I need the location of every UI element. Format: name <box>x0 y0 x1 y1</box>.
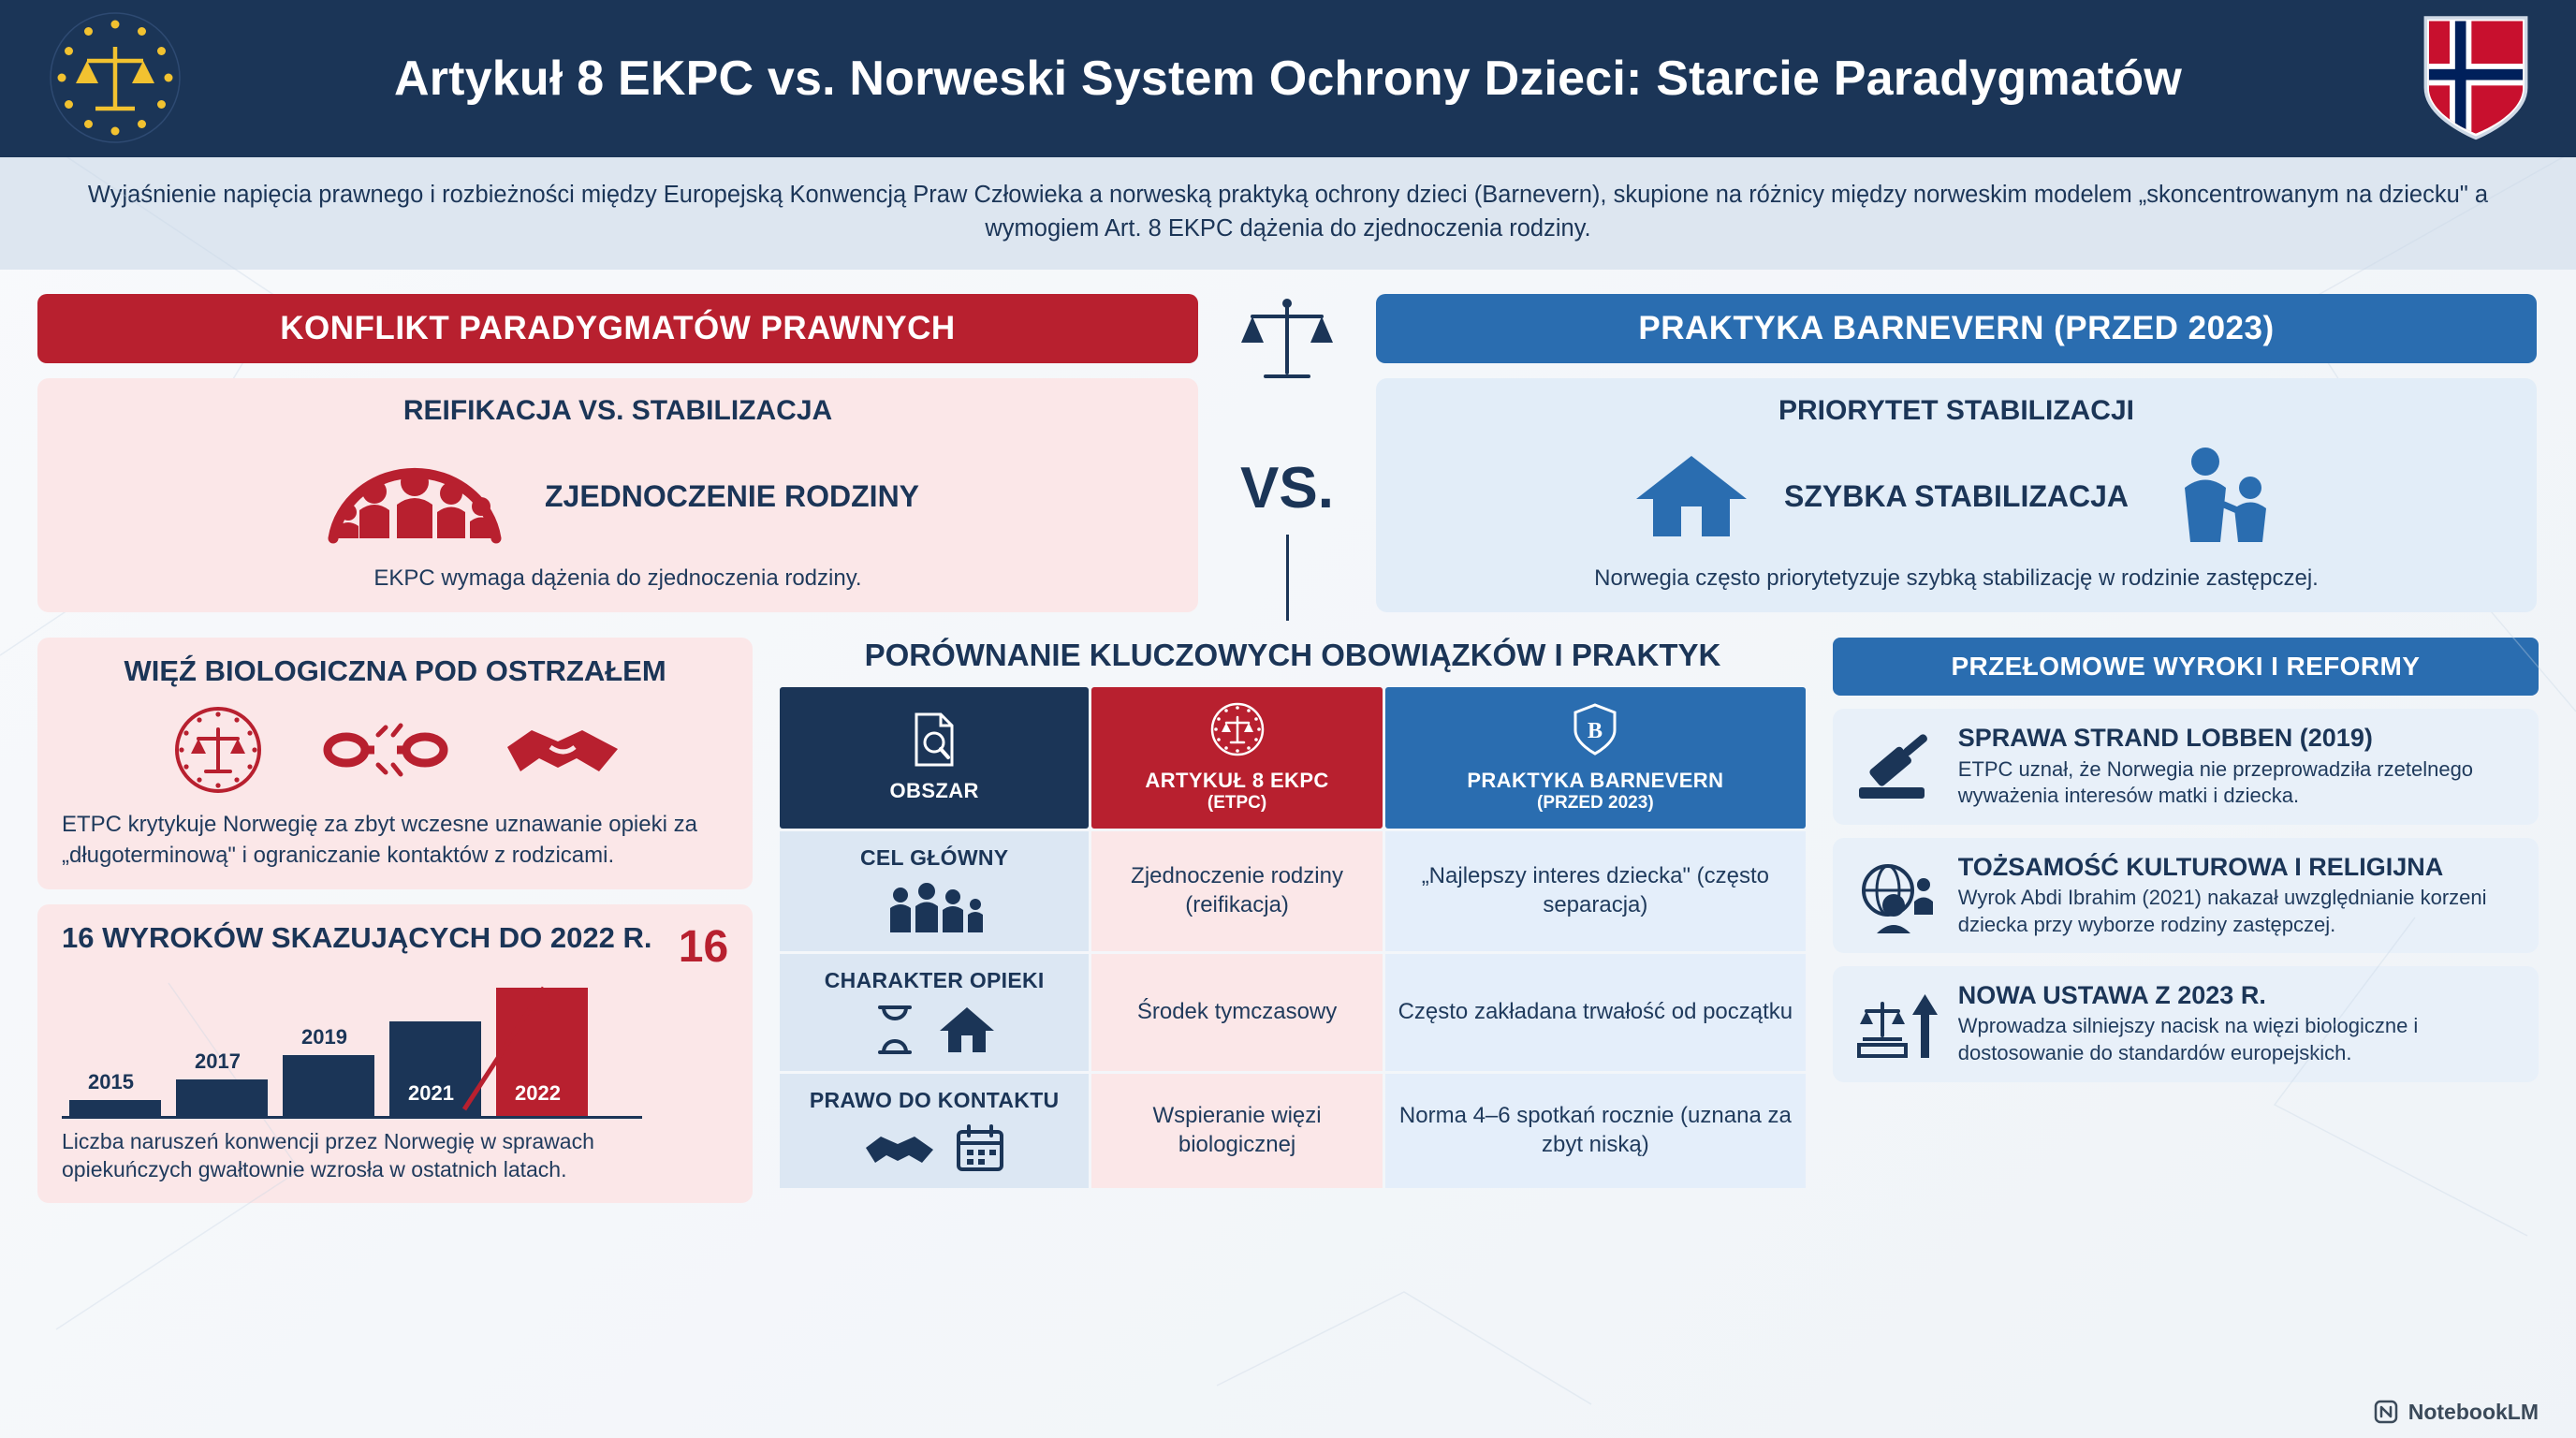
top-comparison-section <box>0 270 2576 621</box>
right-panel-title: PRIORYTET STABILIZACJI <box>1778 395 2134 427</box>
row-area-care-label: CHARAKTER OPIEKI <box>824 967 1045 992</box>
row-echr-care: Środek tymczasowy <box>1091 954 1383 1071</box>
ruling-title-new-law: NOWA USTAWA Z 2023 R. <box>1957 981 2266 1010</box>
handshake-icon <box>502 710 623 790</box>
bar-2019 <box>283 1055 374 1119</box>
footer-brand-label: NotebookLM <box>2408 1399 2539 1424</box>
right-banner: PRAKTYKA BARNEVERN (PRZED 2023) <box>1376 294 2537 363</box>
hourglass-icon <box>871 1002 919 1058</box>
bar-label-2015: 2015 <box>88 1070 134 1094</box>
gavel-icon <box>1853 729 1939 808</box>
left-panel-note: EKPC wymaga dążenia do zjednoczenia rodziny. <box>373 565 862 592</box>
trend-arrow-icon <box>455 978 642 1119</box>
footer-brand <box>2373 1399 2539 1425</box>
bar-label-2017: 2017 <box>195 1049 241 1074</box>
biological-bond-title: WIĘŹ BIOLOGICZNA POD OSTRZAŁEM <box>124 654 666 688</box>
left-column <box>37 638 753 1203</box>
table-header-barnevern-label: PRAKTYKA BARNEVERN <box>1467 769 1724 793</box>
row-barnevern-goal: „Najlepszy interes dziecka" (często separacja) <box>1385 831 1806 950</box>
table-row <box>780 1074 1806 1187</box>
table-row <box>780 954 1806 1071</box>
row-barnevern-contact: Norma 4–6 spotkań rocznie (uznana za zbyt niską) <box>1385 1074 1806 1187</box>
law-book-arrow-icon-wrap <box>1852 981 1941 1065</box>
ruling-title-cultural-identity: TOŻSAMOŚĆ KULTUROWA I RELIGIJNA <box>1957 852 2444 881</box>
notebooklm-icon <box>2373 1399 2399 1425</box>
row-echr-contact: Wspieranie więzi biologicznej <box>1091 1074 1383 1187</box>
row-echr-goal: Zjednoczenie rodziny (reifikacja) <box>1091 831 1383 950</box>
table-header-echr-label: ARTYKUŁ 8 EKPC <box>1145 769 1329 793</box>
parent-and-child-icon <box>2160 443 2282 550</box>
left-panel-headline: ZJEDNOCZENIE RODZINY <box>544 479 920 514</box>
left-panel <box>37 378 1198 612</box>
table-header-echr <box>1091 687 1383 829</box>
house-icon <box>1631 445 1752 548</box>
ruling-card-new-law <box>1833 966 2539 1081</box>
table-header-area-label: OBSZAR <box>889 779 979 803</box>
comparison-table-section <box>777 638 1808 1203</box>
bar-2017 <box>176 1079 268 1119</box>
table-header-echr-sub: (ETPC) <box>1207 793 1267 814</box>
svg-text:B: B <box>1588 719 1603 744</box>
vs-vertical-line <box>1286 535 1289 621</box>
globe-people-icon-wrap <box>1852 853 1941 937</box>
main-columns <box>0 621 2576 1203</box>
barnevern-badge-icon <box>1566 700 1624 758</box>
page-subtitle: Wyjaśnienie napięcia prawnego i rozbieżności między Europejską Konwencją Praw Człowieka a norweską praktyką ochrony dzieci (Barnevern), skupione na różnicy między norweskim modelem „skoncentrowanym na dziecku" a wymogiem Art. 8 EKPC dążenia do zjednoczenia rodziny. <box>87 182 2489 242</box>
row-area-care <box>780 954 1089 1071</box>
ruling-text-new-law: Wprowadza silniejszy nacisk na więzi biologiczne i dostosowanie do standardów europejskich. <box>1957 1014 2419 1065</box>
ruling-text-strand-lobben: ETPC uznał, że Norwegia nie przeprowadziła rzetelnego wyważenia interesów matki i dziecka. <box>1957 756 2474 808</box>
row-barnevern-care: Często zakładana trwałość od początku <box>1385 954 1806 1071</box>
eu-scales-stars-icon <box>167 703 270 797</box>
row-area-goal-label: CEL GŁÓWNY <box>859 845 1009 871</box>
row-area-contact <box>780 1074 1089 1187</box>
norway-flag-shield-icon <box>2421 11 2531 142</box>
page-title: Artykuł 8 EKPC vs. Norweski System Ochrony Dzieci: Starcie Paradygmatów <box>393 51 2183 106</box>
chart-heading: 16 WYROKÓW SKAZUJĄCYCH DO 2022 R. <box>62 921 652 955</box>
ruling-title-strand-lobben: SPRAWA STRAND LOBBEN (2019) <box>1957 724 2373 753</box>
ruling-card-strand-lobben <box>1833 709 2539 824</box>
right-panel <box>1376 378 2537 612</box>
bar-label-2021: 2021 <box>408 1081 454 1106</box>
family-under-arc-icon <box>316 435 513 557</box>
broken-chain-icon <box>320 712 451 787</box>
biological-bond-text: ETPC krytykuje Norwegię za zbyt wczesne uznawanie opieki za „długoterminową" i ograniczanie kontaktów z rodzicami. <box>62 812 697 868</box>
convictions-chart-card <box>37 904 753 1203</box>
handshake-icon <box>862 1123 937 1174</box>
right-panel-note: Norwegia często priorytetyzuje szybką stabilizację w rodzinie zastępczej. <box>1594 565 2319 592</box>
globe-people-icon <box>1852 858 1940 937</box>
chart-big-number: 16 <box>678 922 729 973</box>
comparison-table-title: PORÓWNANIE KLUCZOWYCH OBOWIĄZKÓW I PRAKTYK <box>864 638 1721 673</box>
house-icon <box>936 1003 998 1057</box>
barnevern-practice-block <box>1376 294 2537 612</box>
table-header-area <box>780 687 1089 829</box>
scales-of-justice-icon <box>1236 296 1339 386</box>
gavel-icon-wrap <box>1852 724 1941 808</box>
calendar-icon <box>954 1123 1006 1175</box>
left-banner: KONFLIKT PARADYGMATÓW PRAWNYCH <box>37 294 1198 363</box>
left-panel-title: REIFIKACJA VS. STABILIZACJA <box>402 395 833 427</box>
table-header-barnevern <box>1385 687 1806 829</box>
bar-chart <box>62 978 728 1119</box>
paradigm-conflict-block <box>37 294 1198 612</box>
biological-bond-card <box>37 638 753 889</box>
eu-scales-stars-icon <box>1208 700 1266 758</box>
ruling-text-cultural-identity: Wyrok Abdi Ibrahim (2021) nakazał uwzględnianie korzeni dziecka przy wyborze rodziny zastępczej. <box>1957 886 2487 936</box>
row-area-contact-label: PRAWO DO KONTAKTU <box>809 1088 1060 1113</box>
page-header <box>0 0 2576 157</box>
ruling-card-cultural-identity <box>1833 838 2539 953</box>
versus-divider <box>1198 294 1376 621</box>
right-panel-headline: SZYBKA STABILIZACJA <box>1784 479 2129 514</box>
eu-flag-scales-icon <box>45 7 185 148</box>
law-book-arrow-icon <box>1852 987 1941 1065</box>
bar-label-2022: 2022 <box>515 1081 561 1106</box>
chart-baseline <box>62 1116 642 1119</box>
page-subtitle-bar <box>0 157 2576 270</box>
comparison-table <box>777 684 1808 1190</box>
table-header-row <box>780 687 1806 829</box>
table-header-barnevern-sub: (PRZED 2023) <box>1537 793 1654 814</box>
vs-label: VS. <box>1240 456 1334 521</box>
bar-label-2019: 2019 <box>301 1025 347 1049</box>
table-row <box>780 831 1806 950</box>
landmark-rulings-banner: PRZEŁOMOWE WYROKI I REFORMY <box>1833 638 2539 696</box>
chart-note: Liczba naruszeń konwencji przez Norwegię w sprawach opiekuńczych gwałtownie wzrosła w ostatnich latach. <box>62 1129 594 1182</box>
row-area-goal <box>780 831 1089 950</box>
right-column <box>1833 638 2539 1203</box>
family-group-icon <box>878 880 990 938</box>
document-magnifier-icon <box>905 711 963 769</box>
